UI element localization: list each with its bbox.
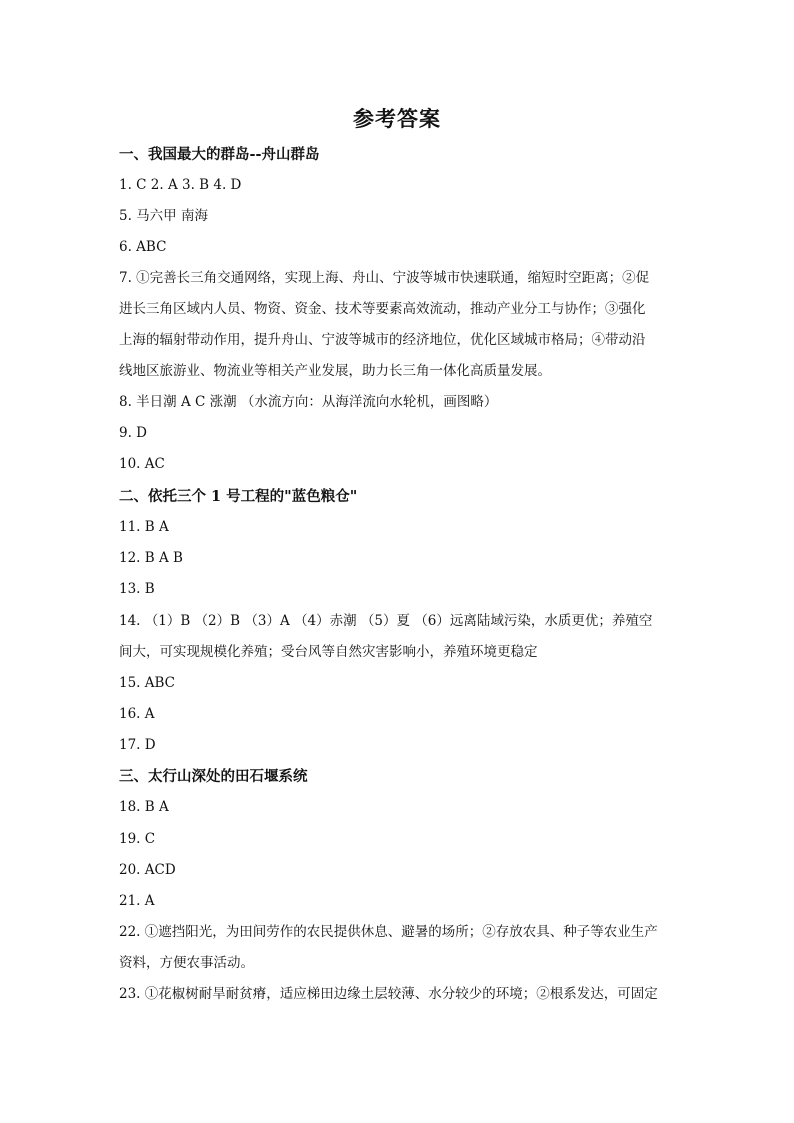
section-heading-1: 一、我国最大的群岛--舟山群岛 [119, 146, 320, 163]
answer-line: 11. B A [119, 519, 169, 535]
answer-line: 1. C 2. A 3. B 4. D [119, 177, 242, 193]
answer-line: 线地区旅游业、物流业等相关产业发展，助力长三角一体化高质量发展。 [119, 363, 551, 379]
answer-line: 进长三角区域内人员、物资、资金、技术等要素高效流动，推动产业分工与协作；③强化 [119, 301, 646, 317]
answer-line: 5. 马六甲 南海 [119, 208, 208, 224]
section-heading-3: 三、太行山深处的田石堰系统 [119, 768, 308, 785]
answer-line: 17. D [119, 737, 156, 753]
answer-line: 10. AC [119, 456, 165, 472]
answer-line: 18. B A [119, 799, 169, 815]
answer-line: 16. A [119, 706, 155, 722]
answer-line: 20. ACD [119, 862, 176, 878]
answer-line: 15. ABC [119, 675, 176, 691]
answer-line: 7. ①完善长三角交通网络，实现上海、舟山、宁波等城市快速联通，缩短时空距离；②促 [119, 270, 650, 286]
answer-line: 21. A [119, 893, 155, 909]
answer-line: 13. B [119, 581, 155, 597]
answer-line: 间大，可实现规模化养殖；受台风等自然灾害影响小，养殖环境更稳定 [119, 644, 538, 660]
answer-line: 23. ①花椒树耐旱耐贫瘠，适应梯田边缘土层较薄、水分较少的环境；②根系发达，可固定 [119, 986, 658, 1002]
answer-line: 6. ABC [119, 239, 167, 255]
answer-line: 14. （1）B （2）B （3）A （4）赤潮 （5）夏 （6）远离陆域污染，水质更优；养殖空 [119, 613, 653, 629]
answer-line: 8. 半日潮 A C 涨潮 （水流方向：从海洋流向水轮机，画图略） [119, 394, 498, 410]
section-heading-2: 二、依托三个 1 号工程的"蓝色粮仓" [119, 488, 358, 505]
page-title: 参考答案 [353, 106, 441, 131]
answer-line: 22. ①遮挡阳光，为田间劳作的农民提供休息、避暑的场所；②存放农具、种子等农业生产 [119, 924, 658, 940]
answer-line: 上海的辐射带动作用，提升舟山、宁波等城市的经济地位，优化区域城市格局；④带动沿 [119, 332, 646, 348]
answer-line: 资料，方便农事活动。 [119, 955, 254, 971]
answer-line: 19. C [119, 831, 156, 847]
answer-line: 12. B A B [119, 550, 183, 566]
answer-line: 9. D [119, 425, 147, 441]
